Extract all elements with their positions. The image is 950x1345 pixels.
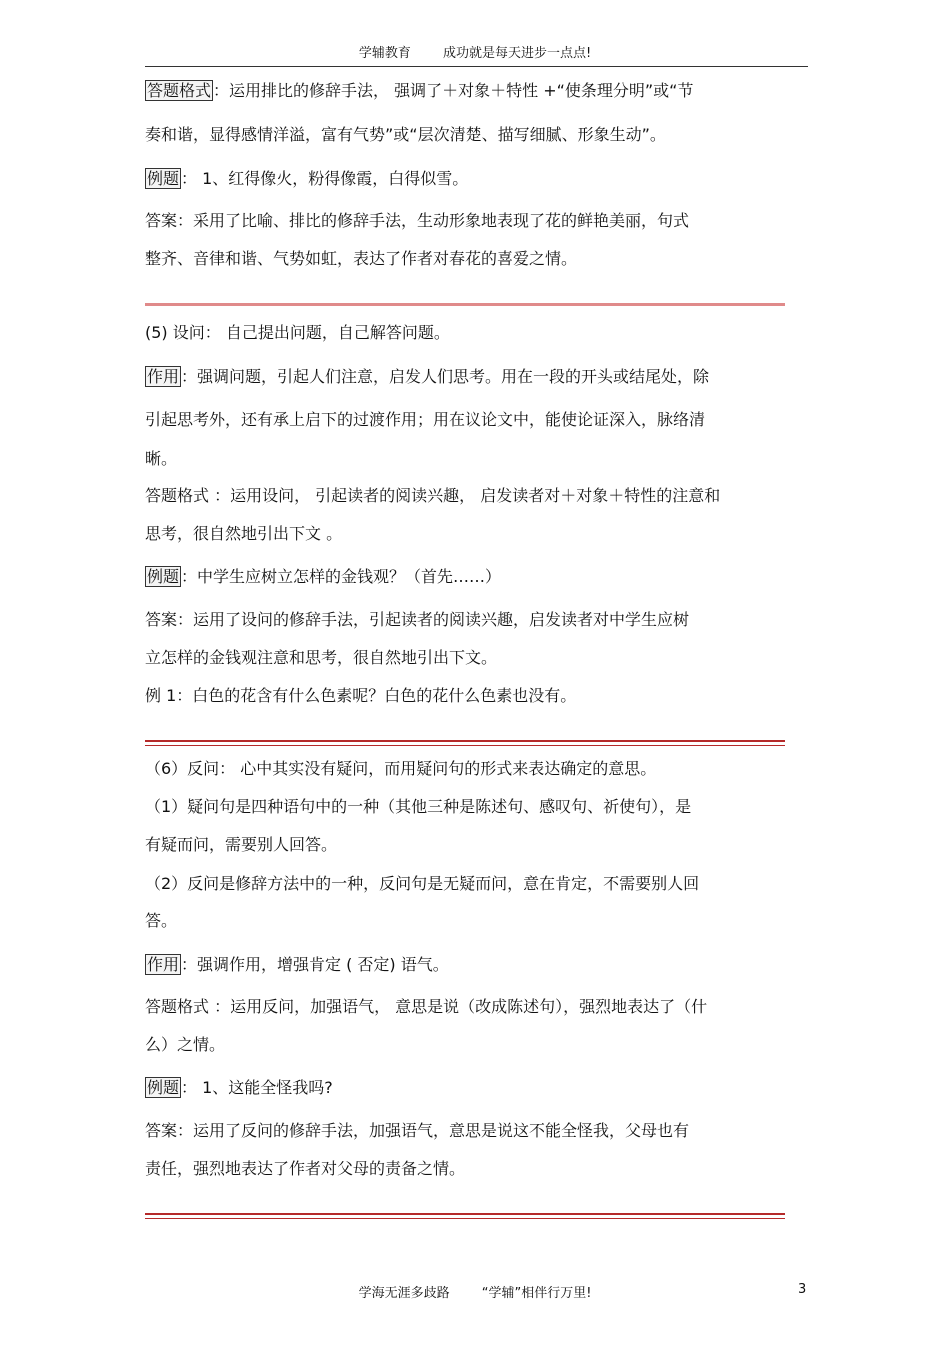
text-line: [145, 168, 468, 190]
line-text: 答题格式 ：运用设问， 引起读者的阅读兴趣， 启发读者对＋对象＋特性的注意和: [145, 486, 721, 505]
line-text: 答案：运用了反问的修辞手法，加强语气，意思是说这不能全怪我，父母也有: [145, 1121, 690, 1140]
text-line: [145, 873, 699, 895]
separator-1: [145, 303, 785, 306]
separator-3: [145, 1213, 785, 1219]
header-left: 学辅教育: [358, 46, 411, 61]
line-text: 答。: [145, 911, 178, 930]
text-line: [145, 322, 450, 344]
separator-2: [145, 740, 785, 746]
text-line: [145, 834, 337, 856]
text-line: [145, 685, 576, 707]
text-line: [145, 1034, 225, 1056]
line-text: 立怎样的金钱观注意和思考，很自然地引出下文。: [145, 648, 498, 667]
line-text: ：中学生应树立怎样的金钱观？（首先……）: [181, 567, 502, 586]
line-text: 有疑而问，需要别人回答。: [145, 835, 338, 854]
text-line: [145, 80, 693, 102]
footer-left: 学海无涯多歧路: [358, 1286, 450, 1301]
text-line: [145, 409, 705, 431]
line-text: 答题格式 ：运用反问，加强语气， 意思是说（改成陈述句），强烈地表达了（什: [145, 997, 708, 1016]
boxed-label: 答题格式: [147, 81, 212, 100]
header-rule: [145, 66, 808, 67]
page-header: [0, 42, 950, 61]
text-line: [145, 954, 449, 976]
page-footer: [0, 1282, 950, 1301]
boxed-label: 例题: [147, 169, 180, 188]
text-line: [145, 1120, 689, 1142]
text-line: [145, 1158, 465, 1180]
text-line: [145, 366, 709, 388]
line-text: 答案：采用了比喻、排比的修辞手法，生动形象地表现了花的鲜艳美丽，句式: [145, 211, 690, 230]
line-text: ： 1、这能全怪我吗?: [181, 1078, 333, 1097]
line-text: （6）反问： 心中其实没有疑问，而用疑问句的形式来表达确定的意思。: [145, 759, 657, 778]
text-line: [145, 124, 666, 146]
header-right: 成功就是每天进步一点点!: [442, 46, 592, 61]
line-text: ：运用排比的修辞手法， 强调了＋对象＋特性 +“使条理分明”或“节: [213, 81, 694, 100]
text-line: [145, 647, 497, 669]
line-text: 晰。: [145, 449, 178, 468]
text-line: [145, 996, 707, 1018]
text-line: [145, 796, 691, 818]
line-text: 答案：运用了设问的修辞手法，引起读者的阅读兴趣，启发读者对中学生应树: [145, 610, 690, 629]
line-text: 么）之情。: [145, 1035, 226, 1054]
line-text: 责任，强烈地表达了作者对父母的责备之情。: [145, 1159, 466, 1178]
boxed-label: 例题: [147, 567, 180, 586]
text-line: [145, 758, 656, 780]
text-line: [145, 523, 342, 545]
boxed-label: 作用: [147, 367, 180, 386]
line-text: 例 1：白色的花含有什么色素呢？白色的花什么色素也没有。: [145, 686, 577, 705]
line-text: 奏和谐，显得感情洋溢，富有气势”或“层次清楚、描写细腻、形象生动”。: [145, 125, 666, 144]
line-text: (5) 设问： 自己提出问题，自己解答问题。: [145, 323, 450, 342]
line-text: ： 1、红得像火，粉得像霞，白得似雪。: [181, 169, 469, 188]
line-text: （1）疑问句是四种语句中的一种（其他三种是陈述句、感叹句、祈使句），是: [145, 797, 692, 816]
text-line: [145, 566, 501, 588]
boxed-label: 例题: [147, 1078, 180, 1097]
footer-right: “学辅”相伴行万里!: [481, 1286, 592, 1301]
line-text: 思考，很自然地引出下文 。: [145, 524, 343, 543]
text-line: [145, 609, 689, 631]
line-text: ：强调问题，引起人们注意，启发人们思考。用在一段的开头或结尾处，除: [181, 367, 710, 386]
line-text: 引起思考外，还有承上启下的过渡作用；用在议论文中，能使论证深入，脉络清: [145, 410, 706, 429]
page-number: 3: [798, 1282, 807, 1297]
text-line: [145, 210, 689, 232]
text-line: [145, 1077, 333, 1099]
line-text: ：强调作用，增强肯定 ( 否定) 语气。: [181, 955, 449, 974]
text-line: [145, 485, 720, 507]
boxed-label: 作用: [147, 955, 180, 974]
text-line: [145, 910, 177, 932]
line-text: （2）反问是修辞方法中的一种，反问句是无疑而问，意在肯定，不需要别人回: [145, 874, 700, 893]
text-line: [145, 248, 577, 270]
line-text: 整齐、音律和谐、气势如虹，表达了作者对春花的喜爱之情。: [145, 249, 578, 268]
text-line: [145, 448, 177, 470]
